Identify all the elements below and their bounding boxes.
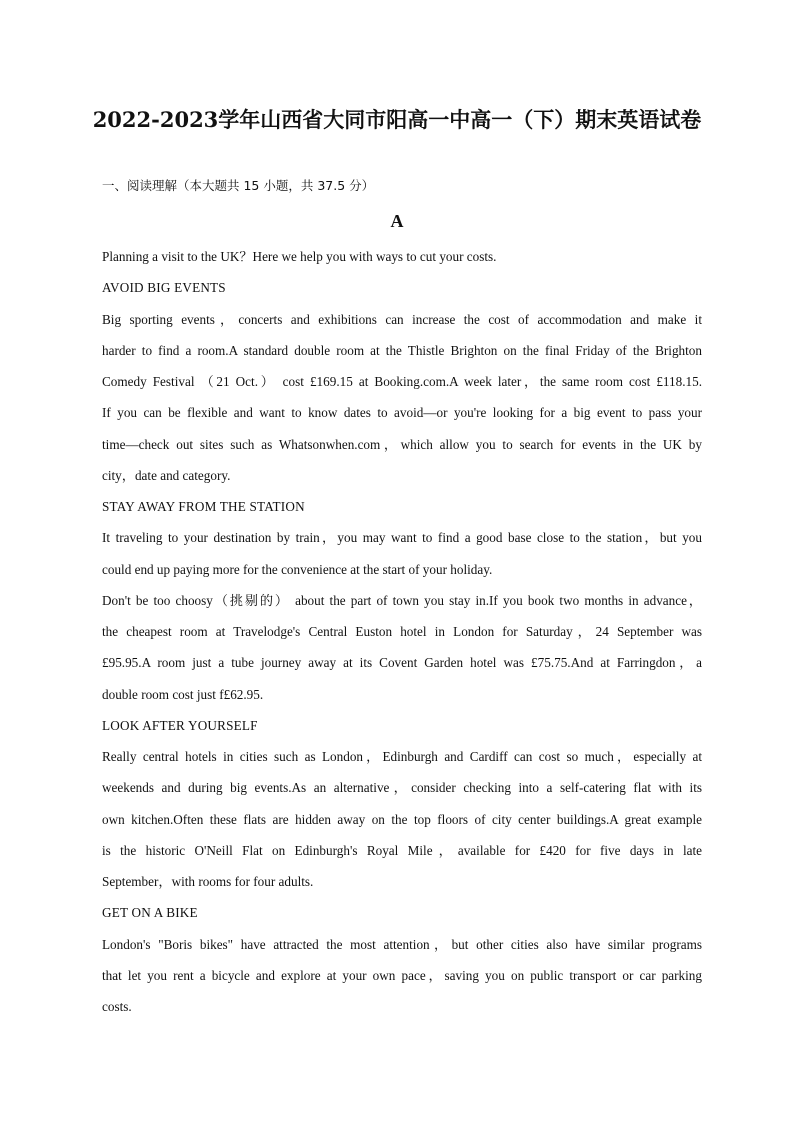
paragraph-line: September，with rooms for four adults. — [102, 874, 314, 889]
paragraph-line: London's "Boris bikes" have attracted the most attention，but other cities also have similar programs — [102, 936, 702, 952]
paragraph-line: It traveling to your destination by train，you may want to find a good base close to the station，but you — [102, 530, 702, 546]
paragraph-line: harder to find a room.A standard double room at the Thistle Brighton on the final Friday of the Brighton — [102, 342, 702, 358]
paragraph-line: own kitchen.Often these flats are hidden away on the top floors of city center buildings.A great example — [102, 811, 702, 827]
paragraph-line: £95.95.A room just a tube journey away at its Covent Garden hotel was £75.75.And at Farringdon，a — [102, 655, 702, 671]
paragraph-line: the cheapest room at Travelodge's Central Euston hotel in London for Saturday，24 September was — [102, 624, 702, 639]
paragraph-line: If you can be flexible and want to know dates to avoid—or you're looking for a big event to pass your — [102, 405, 702, 421]
document-title: 2022-2023学年山西省大同市阳高一中高一（下）期末英语试卷 — [92, 107, 702, 132]
paragraph-line: city，date and category. — [102, 467, 231, 483]
section-heading: 一、阅读理解（本大题共 15 小题，共 37.5 分） — [102, 178, 375, 193]
paragraph-line: is the historic O'Neill Flat on Edinburgh's Royal Mile，available for £420 for five days in late — [102, 842, 702, 858]
paragraph-line: costs. — [102, 999, 132, 1014]
paragraph-line: Don't be too choosy（挑剔的） about the part of town you stay in.If you book two months in advance， — [102, 592, 702, 608]
passage-body — [102, 246, 702, 1027]
paragraph-line: Comedy Festival （21 Oct.） cost £169.15 at Booking.com.A week later，the same room cost £118.15. — [102, 374, 702, 389]
passage-intro: Planning a visit to the UK？Here we help you with ways to cut your costs. — [102, 249, 497, 264]
paragraph-line: time—check out sites such as Whatsonwhen.com，which allow you to search for events in the UK by — [102, 436, 702, 452]
subheading-look-after-yourself: LOOK AFTER YOURSELF — [102, 717, 258, 733]
paragraph-line: weekends and during big events.As an alternative，consider checking into a self-catering flat with its — [102, 780, 702, 796]
passage-letter: A — [390, 211, 404, 231]
paragraph-line: double room cost just f£62.95. — [102, 686, 264, 702]
subheading-get-on-a-bike: GET ON A BIKE — [102, 905, 198, 921]
paragraph-line: Really central hotels in cities such as London，Edinburgh and Cardiff can cost so much，especially at — [102, 749, 702, 764]
paragraph-line: that let you rent a bicycle and explore at your own pace，saving you on public transport or car parking — [102, 967, 702, 983]
paragraph-line: Big sporting events，concerts and exhibitions can increase the cost of accommodation and make it — [102, 311, 702, 327]
paragraph-line: could end up paying more for the convenience at the start of your holiday. — [102, 561, 493, 577]
subheading-stay-away-from-the-station: STAY AWAY FROM THE STATION — [102, 499, 305, 514]
subheading-avoid-big-events: AVOID BIG EVENTS — [102, 280, 226, 296]
